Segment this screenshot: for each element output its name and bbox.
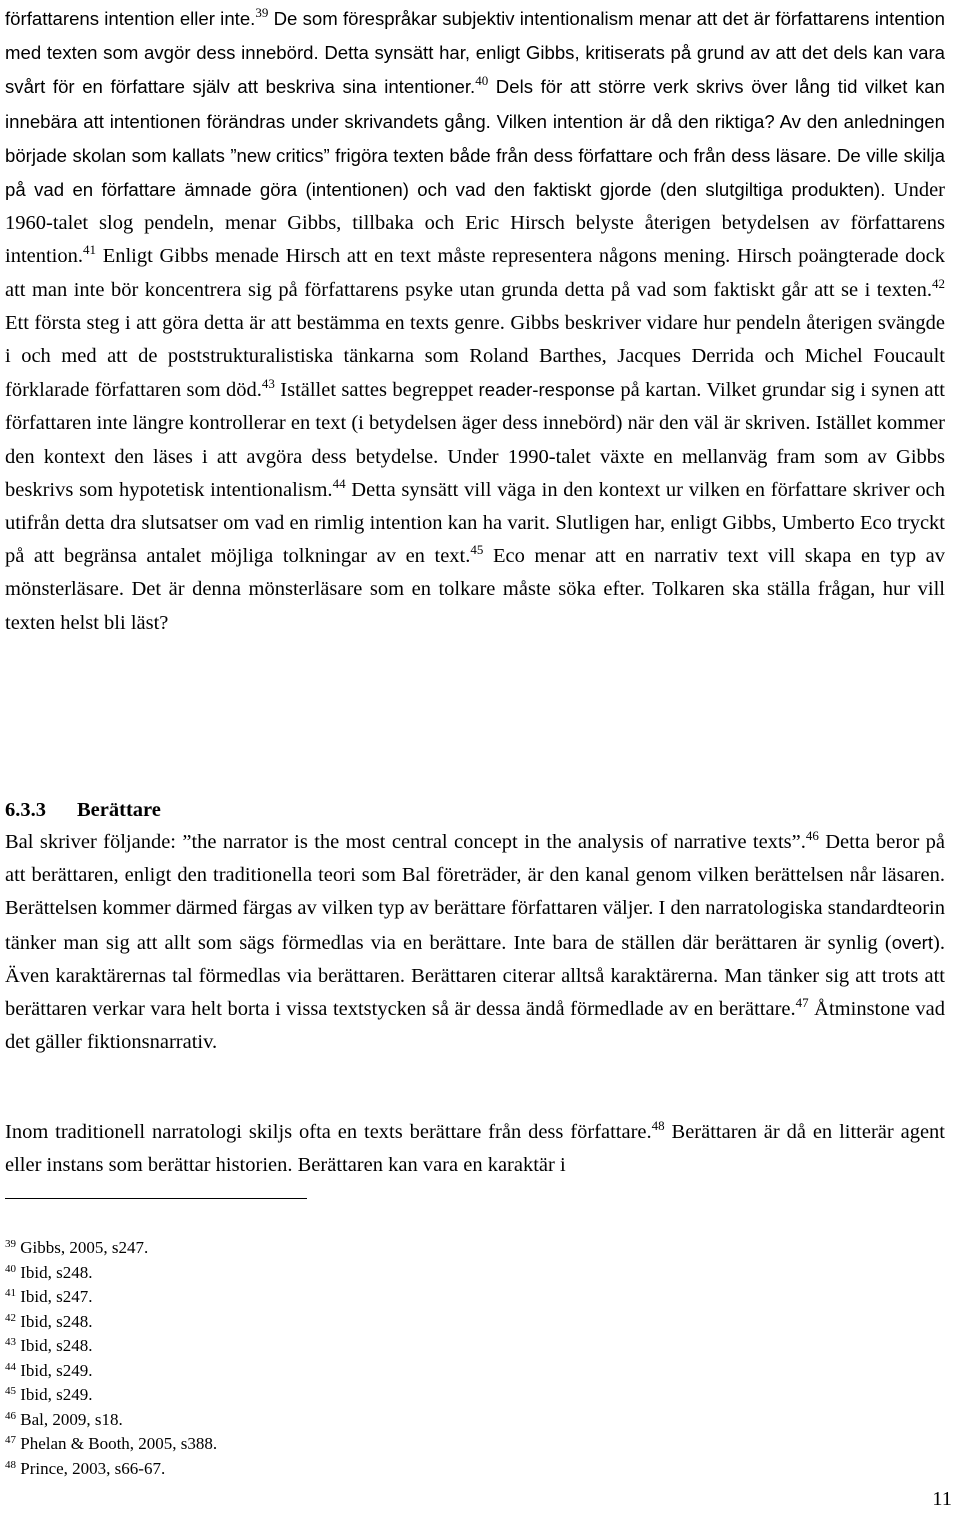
footnote-ref[interactable]: 47 — [795, 995, 809, 1011]
text-run: Enligt Gibbs menade Hirsch att en text måste representera någons mening. Hirsch poängterade dock att man inte bör koncentrera sig på författarens psyke utan grunda detta på vad som faktiskt går att se i texten. — [5, 245, 945, 301]
text-run: Detta beror på att berättaren, enligt den traditionella teori som Bal företräder, är den kanal genom vilken berättelsen når läsaren. Berättelsen kommer därmed färgas av vilken typ av berättare författaren väljer. I den narratologiska standardteorin tänker man sig att allt som sägs förmedlas via en berättare. Inte bara de ställen där berättaren är synlig ( — [5, 831, 945, 954]
footnote-text: Phelan & Booth, 2005, s388. — [16, 1434, 218, 1453]
footnote-ref[interactable]: 45 — [470, 542, 484, 558]
page-number: 11 — [932, 1488, 952, 1510]
text-run: författarens intention eller inte. — [5, 8, 256, 29]
footnote-number: 43 — [5, 1336, 16, 1348]
footnote-ref[interactable]: 48 — [651, 1118, 665, 1133]
footnote-ref[interactable]: 39 — [255, 5, 269, 20]
text-run: Inom traditionell narratologi skiljs ofta en texts berättare från dess författare. — [5, 1121, 652, 1143]
footnote — [5, 1432, 217, 1457]
paragraph-narrator — [5, 826, 945, 1059]
text-run: på kartan. Vilket grundar sig i synen att författaren inte längre kontrollerar en text (i betydelsen äger dess innebörd) när den väl är skriven. Istället kommer den kontext den läses i att avgöra dess betydelse. Under 1990-talet växte en mellanväg fram som av Gibbs beskrivs som hypotetisk intentionalism. — [5, 379, 945, 501]
footnote-number: 42 — [5, 1311, 16, 1324]
section-title: Berättare — [77, 799, 161, 821]
text-run: Eco menar att en narrativ text vill skapa en typ av mönsterläsare. Det är denna mönsterläsare som en tolkare måste söka efter. Tolkaren ska ställa frågan, hur vill texten helst bli läst? — [5, 545, 945, 634]
paragraph-traditional-narratology — [5, 1116, 945, 1182]
footnote-text: Ibid, s248. — [16, 1311, 93, 1331]
footnote-number: 46 — [5, 1409, 16, 1422]
footnote — [5, 1359, 217, 1384]
footnote-number: 40 — [5, 1262, 16, 1275]
paragraph-intentionalism — [5, 2, 945, 640]
footnote-text: Ibid, s248. — [16, 1262, 93, 1282]
footnote — [5, 1334, 217, 1359]
text-run: Dels för att större verk skrivs över lång tid vilket kan innebära att intentionen förändras under skrivandets gång. Vilken intention är då den riktiga? Av den anledningen började skolan som kallats ”new critics” frigöra texten både från dess författare och från dess läsare. De ville skilja på vad en författare ämnade göra (intentionen) och vad den faktiskt gjorde (den slutgiltiga produkten). — [5, 76, 945, 201]
text-run: ). Även karaktärernas tal förmedlas via berättaren. Berättaren citerar alltså karaktärerna. Man tänker sig att trots att berättaren verkar vara helt borta i vissa textstycken så är dessa ändå förmedlade av en berättare. — [5, 931, 945, 1021]
text-run: De som förespråkar subjektiv intentionalism menar att det är författarens intention med texten som avgör dess innebörd. Detta synsätt har, enligt Gibbs, kritiserats på grund av att det dels kan vara svårt för en författare själv att beskriva sina intentioner. — [5, 8, 945, 98]
footnote-number: 41 — [5, 1287, 16, 1299]
text-run: Detta synsätt vill väga in den kontext ur vilken en författare skriver och utifrån detta dra slutsatser om vad en rimlig intention kan ha varit. Slutligen har, enligt Gibbs, Umberto Eco tryckt på att begränsa antalet möjliga tolkningar av en text. — [5, 478, 946, 568]
footnote-text: Prince, 2003, s66-67. — [16, 1458, 166, 1478]
text-run: Ett första steg i att göra detta är att bestämma en texts genre. Gibbs beskriver vidare hur pendeln återigen svängde i och med att de poststrukturalistiska tänkarna som Roland Barthes, Jacques Derrida och Michel Foucault förklarade författaren som död. — [5, 311, 945, 402]
footnote-ref[interactable]: 43 — [261, 376, 275, 392]
text-run: Bal skriver följande: ”the narrator is the most central concept in the analysis of narrative texts”. — [5, 831, 806, 853]
footnote-number: 44 — [5, 1360, 16, 1373]
footnote-text: Ibid, s249. — [16, 1385, 93, 1404]
footnote-ref[interactable]: 44 — [332, 475, 346, 491]
footnote-ref[interactable]: 41 — [83, 242, 97, 258]
text-run: Åtminstone vad det gäller fiktionsnarrativ. — [5, 998, 945, 1054]
footnote-number: 45 — [5, 1385, 16, 1397]
section-number: 6.3.3 — [5, 799, 46, 821]
footnote-text: Gibbs, 2005, s247. — [16, 1238, 149, 1257]
footnotes — [5, 1236, 217, 1481]
footnote-text: Ibid, s248. — [16, 1336, 93, 1355]
footnote-number: 48 — [5, 1458, 16, 1471]
footnote — [5, 1408, 217, 1433]
footnote-ref[interactable]: 42 — [932, 275, 945, 291]
footnote-number: 39 — [5, 1238, 16, 1250]
term-reader-response: reader-response — [478, 379, 615, 401]
footnote-text: Bal, 2009, s18. — [16, 1409, 123, 1429]
footnote-ref[interactable]: 46 — [805, 828, 819, 843]
footnote — [5, 1310, 217, 1335]
text-run: Berättaren är då en litterär agent eller instans som berättar historien. Berättaren kan vara en karaktär i — [5, 1121, 945, 1177]
footnote — [5, 1457, 217, 1482]
text-run: Under 1960-talet slog pendeln, menar Gibbs, tillbaka och Eric Hirsch belyste återigen betydelsen av författarens intention. — [5, 179, 945, 268]
footnote — [5, 1261, 217, 1286]
footnote-text: Ibid, s249. — [16, 1360, 93, 1380]
footnote — [5, 1236, 217, 1261]
footnote-number: 47 — [5, 1434, 16, 1446]
text-run: Istället sattes begreppet — [274, 379, 479, 402]
section-heading — [5, 796, 161, 824]
footnote-text: Ibid, s247. — [16, 1287, 93, 1306]
footnote-separator — [5, 1198, 307, 1199]
footnote-ref[interactable]: 40 — [475, 73, 489, 89]
footnote — [5, 1383, 217, 1408]
footnote — [5, 1285, 217, 1310]
term-overt: overt — [891, 931, 934, 953]
